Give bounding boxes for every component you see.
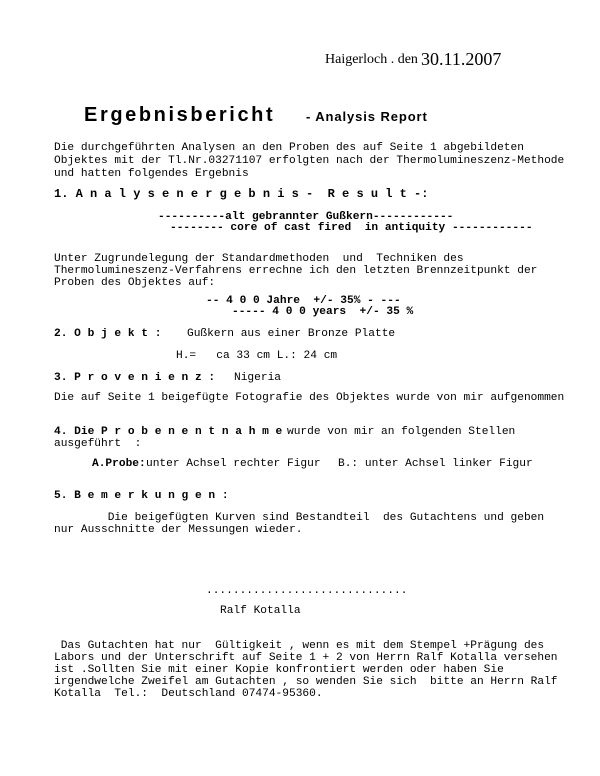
provenance-value: Nigeria — [234, 372, 281, 384]
signatory-name: Ralf Kotalla — [220, 605, 301, 617]
intro-line-1: Die durchgeführten Analysen an den Proben des auf Seite 1 abgebildeten — [54, 142, 524, 154]
result-english: -------- core of cast fired in antiquity ------------ — [170, 222, 533, 234]
footer-line-5: Kotalla Tel.: Deutschland 07474-95360. — [54, 688, 323, 700]
signature-line: .............................. — [206, 585, 408, 597]
probe-a-label: A.Probe: — [92, 458, 146, 470]
remarks-line-2: nur Ausschnitte der Messungen wieder. — [54, 524, 303, 536]
age-english: ----- 4 0 0 years +/- 35 % — [232, 306, 414, 318]
object-dimensions: H.= ca 33 cm L.: 24 cm — [176, 350, 338, 362]
age-german: -- 4 0 0 Jahre +/- 35% - --- — [206, 295, 401, 307]
basis-line-1: Unter Zugrundelegung der Standardmethoden und Techniken des — [54, 253, 464, 265]
intro-line-2: Objektes mit der Tl.Nr.03271107 erfolgten nach der Thermolumineszenz-Methode — [54, 155, 565, 167]
report-subtitle: - Analysis Report — [306, 109, 428, 124]
report-title: Ergebnisbericht — [84, 104, 276, 126]
sampling-text-1: wurde von mir an folgenden Stellen — [287, 426, 516, 438]
section-2-heading: 2. O b j e k t : — [54, 328, 162, 340]
section-5-heading: 5. B e m e r k u n g e n : — [54, 490, 229, 502]
photo-note: Die auf Seite 1 beigefügte Fotografie des Objektes wurde von mir aufgenommen — [54, 392, 565, 404]
footer-line-4: irgendwelche Zweifel am Gutachten , so wenden Sie sich bitte an Herrn Ralf — [54, 676, 558, 688]
place-date-label: Haigerloch . den — [325, 52, 418, 67]
footer-line-1: Das Gutachten hat nur Gültigkeit , wenn es mit dem Stempel +Prägung des — [54, 640, 545, 652]
basis-line-3: Proben des Objektes auf: — [54, 277, 216, 289]
section-1-heading: 1. A n a l y s e n e r g e b n i s - R e s u l t -: — [54, 187, 429, 201]
sampling-text-2: ausgeführt : — [54, 438, 142, 450]
basis-line-2: Thermolumineszenz-Verfahrens errechne ich den letzten Brennzeitpunkt der — [54, 265, 538, 277]
result-german: ----------alt gebrannter Gußkern------------ — [158, 211, 454, 223]
intro-line-3: und hatten folgendes Ergebnis — [54, 168, 249, 180]
object-description: Gußkern aus einer Bronze Platte — [187, 328, 396, 340]
section-3-heading: 3. P r o v e n i e n z : — [54, 372, 216, 384]
remarks-line-1: Die beigefügten Kurven sind Bestandteil des Gutachtens und geben — [54, 512, 545, 524]
probe-b-location: B.: unter Achsel linker Figur — [338, 458, 533, 470]
footer-line-2: Labors und der Unterschrift auf Seite 1 + 2 von Herrn Ralf Kotalla versehen — [54, 652, 558, 664]
report-date: 30.11.2007 — [421, 49, 502, 69]
section-4-heading: 4. Die P r o b e n e n t n a h m e — [54, 426, 283, 438]
footer-line-3: ist .Sollten Sie mit einer Kopie konfrontiert werden oder haben Sie — [54, 664, 504, 676]
probe-a-location: unter Achsel rechter Figur — [146, 458, 321, 470]
